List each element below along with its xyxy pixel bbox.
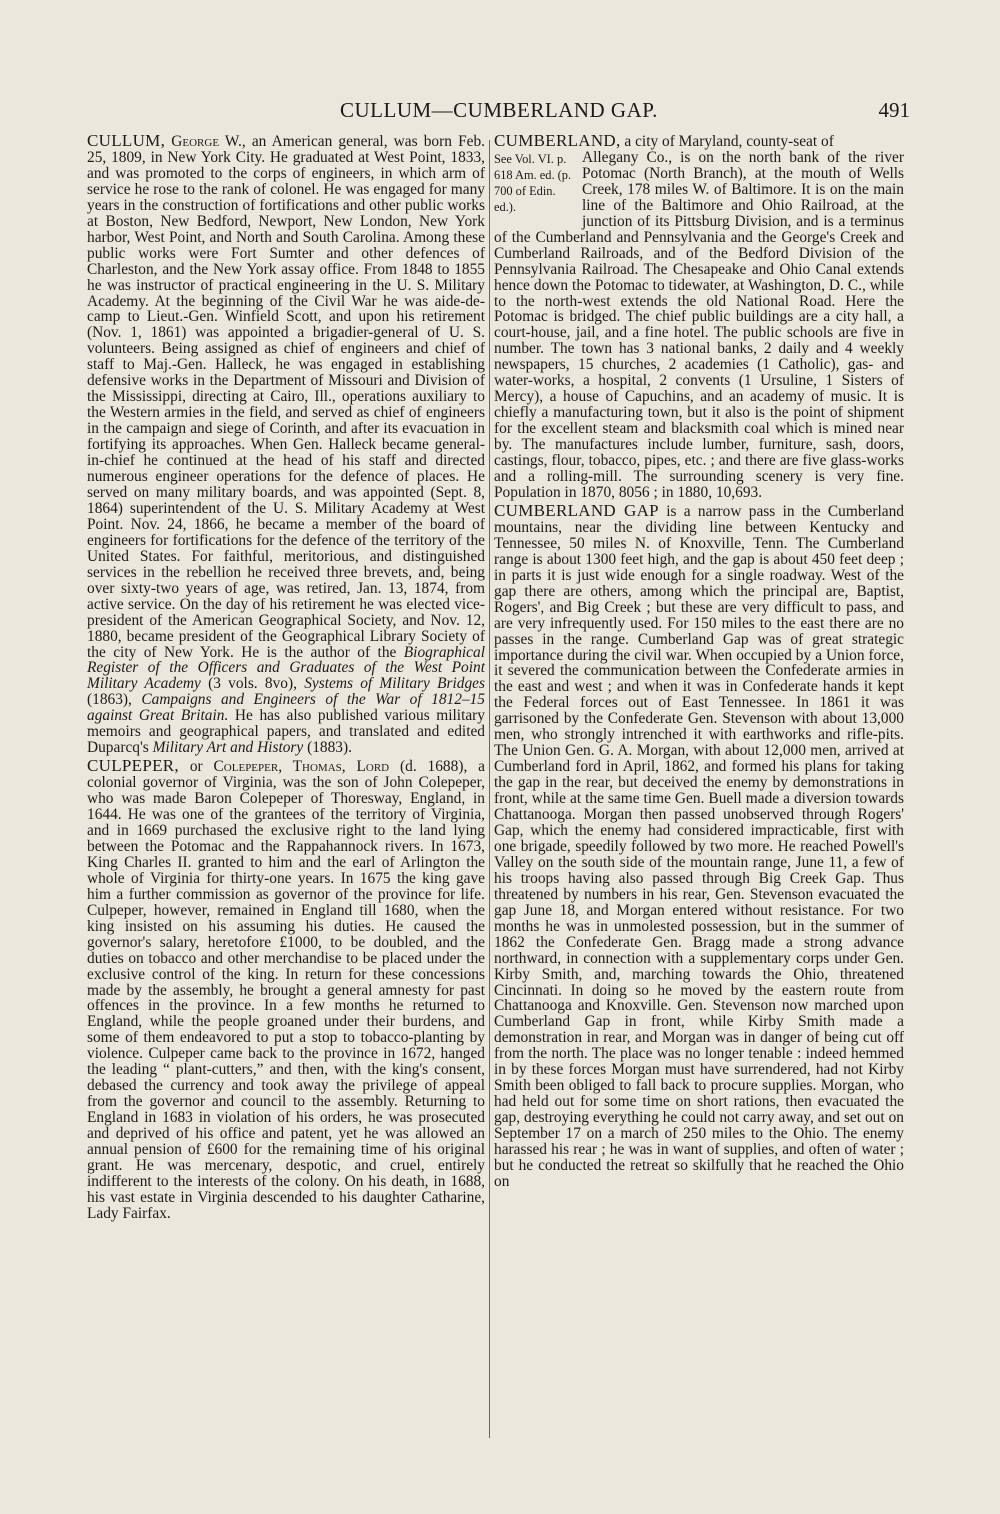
entry-text: (d. 1688), a colonial governor of Virginia, was the son of John Colepeper, who was made Baron Colepeper of Thoresway, England, in 1644. He was one of the grantees of the territory of Virginia, and in 1669 purchased the exclusive right to the land lying between the Potomac and the Rappahannock rivers. In 1673, King Charles II. granted to him and the earl of Arlington the whole of Virginia for thirty-one years. In 1675 the king gave him a further commission as governor of the province for life. Culpeper, however, remained in England till 1680, when the king insisted on his assuming his duties. He caused the governor's salary, heretofore £1000, to be doubled, and the duties on tobacco and other merchandise to be placed under the exclusive control of the king. In return for these concessions made by the assembly, he brought a general amnesty for past offences in the province. In a few months he returned to England, while the people groaned under their burdens, and some of them endeavored to put a stop to tobacco-planting by violence. Culpeper came back to the province in 1672, hanged the leading “ plant-cutters,” and then, with the king's consent, debased the currency and took away the privilege of appeal from the governor and council to the assembly. Returning to England in 1683 in violation of his orders, he was prosecuted and deprived of his office and patent, yet he was allowed an annual pension of £600 for the remaining time of his original grant. He was mercenary, despotic, and cruel, entirely indifferent to the interests of the colony. On his death, in 1688, his vast estate in Virginia descended to his daughter Catharine, Lady Fairfax. (87, 758, 485, 1222)
book-title: Campaigns and Engineers of the War of 1812–15 against Great Britain. (87, 691, 485, 725)
book-title: Biographical Register of the Officers and Graduates of the West Point Military Academy (87, 643, 485, 693)
page-number: 491 (878, 98, 910, 122)
side-note-reference: See Vol. VI. p. 618 Am. ed. (p. 700 of Edin. ed.). (494, 151, 572, 214)
left-column (87, 133, 485, 1224)
entry-name: George W. (171, 133, 242, 150)
entry-text: (1863), (87, 691, 142, 709)
entry-name: Colepeper, Thomas, Lord (213, 758, 390, 776)
entry-text: is a narrow pass in the Cumberland mountains, near the dividing line between Kentucky and Tennessee, 50 miles N. of Knoxville, Tenn. The Cumberland range is about 1300 feet high, and the gap is about 450 feet deep ; in parts it is just wide enough for a single roadway. West of the gap there are others, among which the principal are, Baptist, Rogers', and Big Creek ; but these are very difficult to pass, and are very infrequently used. For 150 miles to the east there are no passes in the range. Cumberland Gap was of great strategic importance during the civil war. When occupied by a Union force, it severed the communication between the Confederate armies in the east and west ; and when it was in Confederate hands it kept the Federal forces out of East Tennessee. In 1861 it was garrisoned by the Confederate Gen. Stevenson with about 13,000 men, who strongly intrenched it with earthworks and rifle-pits. The Union Gen. G. A. Morgan, with about 12,000 men, arrived at Cumberland ford in April, 1862, and formed his plans for taking the gap in the rear, but deceived the enemy by demonstrations in front, while at the same time Gen. Buell made a diversion towards Chattanooga. Morgan then passed unobserved through Rogers' Gap, which the enemy had considered impracticable, first with one brigade, speedily followed by two more. He reached Powell's Valley on the south side of the mountain range, June 11, a few of his troops having also passed through Big Creek Gap. Thus threatened by numbers in his rear, Gen. Stevenson evacuated the gap June 18, and Morgan entered without resistance. For two months he was in unmolested possession, but in the summer of 1862 the Confederate Gen. Bragg made a strong advance northward, in connection with a supplementary corps under Gen. Kirby Smith, and, marching towards the Ohio, threatened Cincinnati. In doing so he moved by the eastern route from Chattanooga and Knoxville. Gen. Stevenson now marched upon Cumberland Gap in front, while Kirby Smith made a demonstration in rear, and Morgan was in danger of being cut off from the north. The place was no longer tenable : indeed hemmed in by these forces Morgan must have surrendered, had not Kirby Smith been obliged to fall back to procure supplies. Morgan, who had held out for some time on short rations, then evacuated the gap, destroying everything he could not carry away, and set out on September 17 on a march of 250 miles to the Ohio. The enemy harassed his rear ; he was in want of supplies, and often of water ; but he conducted the retreat so skilfully that he reached the Ohio on (494, 502, 905, 1190)
page-header (80, 98, 910, 128)
entry-text: , an American general, was born Feb. 25, 1809, in New York City. He graduated at West Point, 1833, and was promoted to the corps of engineers, in which arm of service he rose to the rank of colonel. He was engaged for many years in the construction of fortifications and other public works at Boston, New Bedford, Newport, New London, New York harbor, West Point, and North and South Carolina. Among these public works were Fort Sumter and other defences of Charleston, and the New York assay office. From 1848 to 1855 he was instructor of practical engineering in the U. S. Military Academy. At the beginning of the Civil War he was aide-de-camp to Lieut.-Gen. Winfield Scott, and upon his retirement (Nov. 1, 1861) was appointed a brigadier-general of U. S. volunteers. Being assigned as chief of engineers and chief of staff to Maj.-Gen. Halleck, he was engaged in establishing defensive works in the Department of Missouri and Division of the Mississippi, directing at Cairo, Ill., operations auxiliary to the Western armies in the field, and served as chief of engineers in the campaign and siege of Corinth, and after its evacuation in fortifying its approaches. When Gen. Halleck became general-in-chief he continued at the head of his staff and directed numerous engineer operations for the defence of places. He served on many military boards, and was appointed (Sept. 8, 1864) superintendent of the U. S. Military Academy at West Point. Nov. 24, 1866, he became a member of the board of engineers for fortifications for the defence of the territory of the United States. For faithful, meritorious, and distinguished services in the rebellion he received three brevets, and, being over sixty-two years of age, was retired, Jan. 13, 1874, from active service. On the day of his retirement he was elected vice-president of the American Geographical Society, and Nov. 12, 1880, became president of the Geographical Library Society of the city of New York. He is the author of the (87, 133, 485, 661)
entry-cumberland-gap (494, 500, 905, 1190)
entry-text: He has also published various military memoirs and geographical papers, and translated and edited Duparcq's (87, 707, 486, 757)
right-column (494, 133, 904, 1192)
entry-cumberland (494, 133, 904, 501)
entry-text: Allegany Co., is on the north bank of the river Potomac (North Branch), at the mouth of Wells Creek, 178 miles W. of Baltimore. It is on the main line of the Baltimore and Ohio Railroad, at the junction of its Pittsburg Division, and is a terminus of the Cumberland and Pennsylvania and the George's Creek and Cumberland Railroads, and of the Bedford Division of the Pennsylvania Railroad. The Chesapeake and Ohio Canal extends hence down the Potomac to tidewater, at Washington, D. C., while to the north-west extends the old National Road. Here the Potomac is bridged. The chief public buildings are a city hall, a court-house, jail, and a fine hotel. The public schools are five in number. The town has 3 national banks, 2 daily and 4 weekly newspapers, 15 churches, 2 academies (1 Catholic), gas- and water-works, a hospital, 2 convents (1 Ursuline, 1 Sisters of Mercy), a house of Capuchins, and an academy of music. It is chiefly a manufacturing town, but it also is the point of shipment for the excellent steam and blacksmith coal which is mined near by. The manufactures include lumber, furniture, sash, doors, castings, flour, tobacco, pipes, etc. ; and there are five glass-works and a rolling-mill. The surrounding scenery is very fine. Population in 1870, 8056 ; in 1880, 10,693. (494, 148, 904, 501)
column-divider (489, 140, 490, 1438)
entry-text: or (178, 758, 214, 776)
entry-cullum (87, 133, 485, 756)
entry-text: (3 vols. 8vo), (200, 675, 305, 693)
book-title: Systems of Military Bridges (304, 675, 486, 693)
book-title: Military Art and History (152, 739, 304, 757)
entry-heading: CUMBERLAND GAP (494, 500, 659, 520)
entry-heading: CUMBERLAND, (494, 131, 621, 150)
running-head: CULLUM—CUMBERLAND GAP. (340, 98, 658, 122)
entry-text: a city of Maryland, county-seat of (620, 133, 834, 150)
entry-text: (1883). (303, 739, 352, 757)
entry-heading: CULPEPER, (87, 756, 179, 776)
entry-heading: CULLUM, (87, 131, 166, 150)
entry-culpeper (87, 758, 485, 1222)
